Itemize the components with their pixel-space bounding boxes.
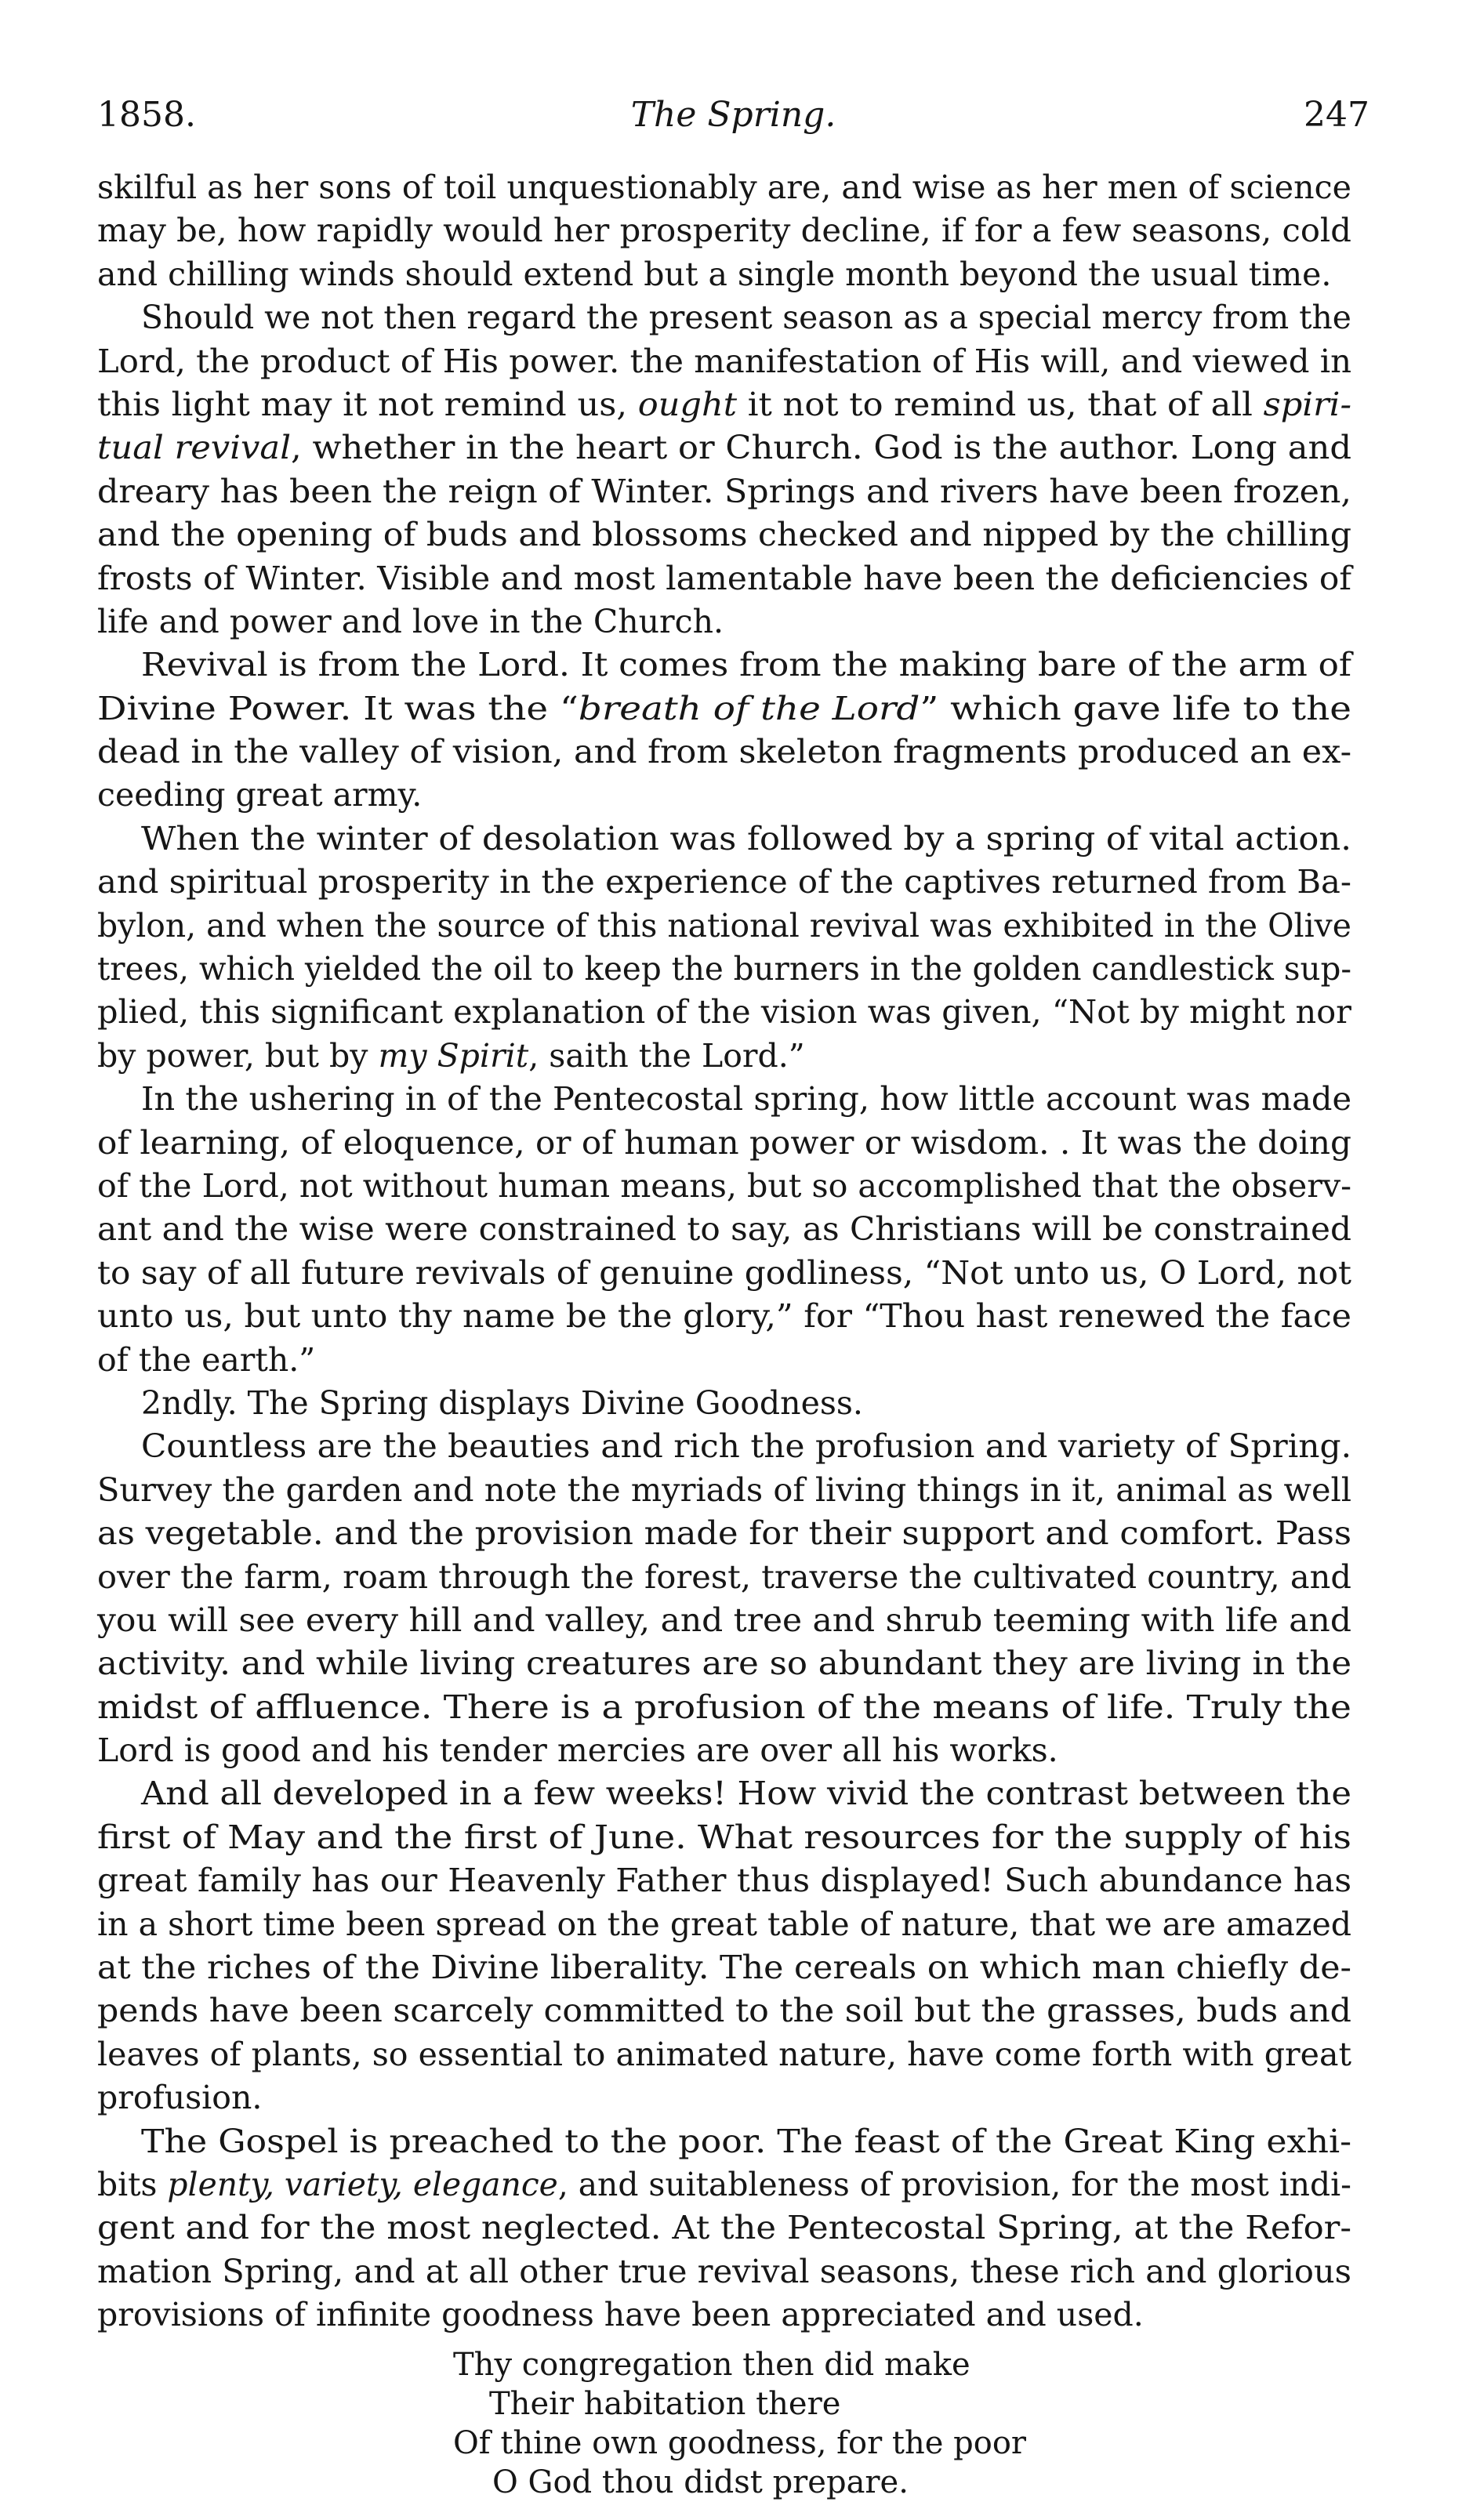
text-line bbox=[97, 557, 1351, 600]
text-line-content: provisions of infinite goodness have been appreciated and used. bbox=[97, 2296, 1144, 2334]
text-line bbox=[97, 253, 1351, 296]
text-line bbox=[97, 513, 1351, 557]
text-line bbox=[97, 1729, 1351, 1772]
text-line-content: pends have been scarcely committed to the soil but the grasses, buds and bbox=[97, 1992, 1351, 2030]
text-line bbox=[97, 905, 1351, 948]
text-line-content: at the riches of the Divine liberality. The cereals on which man chiefly de- bbox=[97, 1949, 1352, 1987]
text-line bbox=[97, 1295, 1351, 1338]
text-line-content: activity. and while living creatures are so abundant they are living in the bbox=[97, 1644, 1352, 1683]
text-line-content: this light may it not remind us, ought it not to remind us, that of all spiri- bbox=[97, 385, 1352, 423]
text-line bbox=[97, 600, 1351, 644]
text-line bbox=[97, 818, 1351, 861]
text-line bbox=[97, 1122, 1351, 1165]
text-line-content: of the earth.” bbox=[97, 1340, 316, 1379]
text-line bbox=[97, 2293, 1351, 2337]
text-line bbox=[97, 2163, 1351, 2206]
text-line-content: And all developed in a few weeks! How vivid the contrast between the bbox=[141, 1775, 1351, 1813]
text-line bbox=[97, 1208, 1351, 1251]
text-line bbox=[97, 1382, 1351, 1425]
text-line-content: trees, which yielded the oil to keep the burners in the golden candlestick sup- bbox=[97, 950, 1352, 988]
text-line bbox=[97, 340, 1351, 383]
text-line bbox=[97, 296, 1351, 339]
text-line-content: Lord, the product of His power. the manifestation of His will, and viewed in bbox=[97, 342, 1352, 380]
text-line-content: When the winter of desolation was followed by a spring of vital action. bbox=[141, 819, 1351, 858]
text-line-content: plied, this significant explanation of the vision was given, “Not by might nor bbox=[97, 993, 1351, 1032]
text-line bbox=[97, 1469, 1351, 1512]
text-line-content: Revival is from the Lord. It comes from the making bare of the arm of bbox=[141, 646, 1351, 684]
text-line-content: 2ndly. The Spring displays Divine Goodness. bbox=[141, 1383, 863, 1422]
text-line-content: may be, how rapidly would her prosperity decline, if for a few seasons, cold bbox=[97, 212, 1351, 250]
text-line-content: ceeding great army. bbox=[97, 776, 423, 814]
verse-line: O God thou didst prepare. bbox=[492, 2464, 909, 2500]
text-line-content: great family has our Heavenly Father thus displayed! Such abundance has bbox=[97, 1862, 1352, 1900]
verse-line: Of thine own goodness, for the poor bbox=[453, 2424, 1027, 2461]
text-line bbox=[97, 644, 1351, 687]
text-line-content: Divine Power. It was the “breath of the Lord” which gave life to the bbox=[97, 689, 1351, 727]
text-line-content: Lord is good and his tender mercies are over all his works. bbox=[97, 1731, 1058, 1770]
text-line bbox=[97, 2206, 1351, 2250]
text-line bbox=[97, 731, 1351, 774]
verse-line: Their habitation there bbox=[489, 2385, 841, 2422]
text-line bbox=[97, 1078, 1351, 1121]
text-line bbox=[97, 861, 1351, 904]
text-line-content: dreary has been the reign of Winter. Springs and rivers have been frozen, bbox=[97, 472, 1351, 510]
text-line-content: mation Spring, and at all other true revival seasons, these rich and glorious bbox=[97, 2252, 1352, 2290]
text-line-content: by power, but by my Spirit, saith the Lord.” bbox=[97, 1036, 805, 1075]
text-line-content: you will see every hill and valley, and tree and shrub teeming with life and bbox=[97, 1601, 1351, 1639]
text-line bbox=[97, 209, 1351, 252]
text-line bbox=[97, 2250, 1351, 2293]
text-line-content: of learning, of eloquence, or of human power or wisdom. . It was the doing bbox=[97, 1123, 1352, 1162]
text-line-content: dead in the valley of vision, and from skeleton fragments produced an ex- bbox=[97, 733, 1352, 771]
text-line bbox=[97, 1512, 1351, 1555]
text-line bbox=[97, 1599, 1351, 1642]
text-line bbox=[97, 1989, 1351, 2032]
text-line bbox=[97, 1252, 1351, 1295]
text-line-content: profusion. bbox=[97, 2079, 263, 2117]
text-line bbox=[97, 774, 1351, 817]
text-line bbox=[97, 166, 1351, 209]
text-line-content: bits plenty, variety, elegance, and suitableness of provision, for the most indi- bbox=[97, 2165, 1351, 2203]
text-line-content: and chilling winds should extend but a single month beyond the usual time. bbox=[97, 255, 1332, 293]
text-line bbox=[97, 1946, 1351, 1989]
text-line bbox=[97, 1165, 1351, 1208]
text-line bbox=[97, 2033, 1351, 2076]
text-line bbox=[97, 1686, 1351, 1729]
text-line-content: of the Lord, not without human means, but so accomplished that the observ- bbox=[97, 1166, 1352, 1205]
verse-line: Thy congregation then did make bbox=[453, 2346, 970, 2383]
text-line-content: over the farm, roam through the forest, traverse the cultivated country, and bbox=[97, 1557, 1352, 1596]
header-title: The Spring. bbox=[630, 95, 836, 135]
body-text bbox=[97, 166, 1351, 2337]
text-line-content: first of May and the first of June. What resources for the supply of his bbox=[97, 1818, 1351, 1856]
text-line-content: tual revival, whether in the heart or Church. God is the author. Long and bbox=[97, 429, 1352, 467]
text-line bbox=[97, 1339, 1351, 1382]
page-number: 247 bbox=[1304, 95, 1369, 135]
text-line-content: Should we not then regard the present season as a special mercy from the bbox=[141, 299, 1351, 337]
text-line-content: frosts of Winter. Visible and most lamentable have been the deficiencies of bbox=[97, 559, 1351, 597]
text-line bbox=[97, 687, 1351, 731]
text-line bbox=[97, 991, 1351, 1034]
text-line-content: gent and for the most neglected. At the Pentecostal Spring, at the Refor- bbox=[97, 2209, 1352, 2247]
text-line-content: as vegetable. and the provision made for their support and comfort. Pass bbox=[97, 1514, 1352, 1553]
text-line-content: and the opening of buds and blossoms checked and nipped by the chilling bbox=[97, 516, 1352, 554]
text-line-content: In the ushering in of the Pentecostal spring, how little account was made bbox=[141, 1080, 1352, 1119]
text-line bbox=[97, 1816, 1351, 1859]
text-line bbox=[97, 1425, 1351, 1468]
text-line-content: ant and the wise were constrained to say, as Christians will be constrained bbox=[97, 1210, 1351, 1249]
text-line bbox=[97, 1035, 1351, 1078]
text-line-content: and spiritual prosperity in the experience of the captives returned from Ba- bbox=[97, 863, 1352, 901]
text-line bbox=[97, 383, 1351, 426]
header-year: 1858. bbox=[97, 95, 196, 135]
running-header bbox=[97, 88, 1369, 143]
text-line-content: to say of all future revivals of genuine godliness, “Not unto us, O Lord, not bbox=[97, 1253, 1352, 1292]
text-line bbox=[97, 470, 1351, 513]
text-line bbox=[97, 1642, 1351, 1685]
text-line bbox=[97, 948, 1351, 991]
text-line bbox=[97, 2076, 1351, 2119]
text-line bbox=[97, 426, 1351, 470]
text-line-content: The Gospel is preached to the poor. The feast of the Great King exhi- bbox=[141, 2122, 1352, 2160]
text-line-content: Countless are the beauties and rich the profusion and variety of Spring. bbox=[141, 1427, 1352, 1466]
text-line-content: bylon, and when the source of this national revival was exhibited in the Olive bbox=[97, 906, 1351, 945]
text-line-content: midst of affluence. There is a profusion of the means of life. Truly the bbox=[97, 1688, 1351, 1726]
text-line-content: in a short time been spread on the great table of nature, that we are amazed bbox=[97, 1905, 1352, 1943]
text-line-content: unto us, but unto thy name be the glory,” for “Thou hast renewed the face bbox=[97, 1297, 1351, 1336]
text-line-content: Survey the garden and note the myriads of living things in it, animal as well bbox=[97, 1470, 1352, 1509]
text-line bbox=[97, 1859, 1351, 1902]
text-line bbox=[97, 1556, 1351, 1599]
text-line-content: skilful as her sons of toil unquestionably are, and wise as her men of science bbox=[97, 169, 1351, 206]
text-line-content: leaves of plants, so essential to animated nature, have come forth with great bbox=[97, 2035, 1351, 2073]
text-line bbox=[97, 2120, 1351, 2163]
text-line bbox=[97, 1772, 1351, 1815]
text-line bbox=[97, 1903, 1351, 1946]
text-line-content: life and power and love in the Church. bbox=[97, 602, 724, 640]
